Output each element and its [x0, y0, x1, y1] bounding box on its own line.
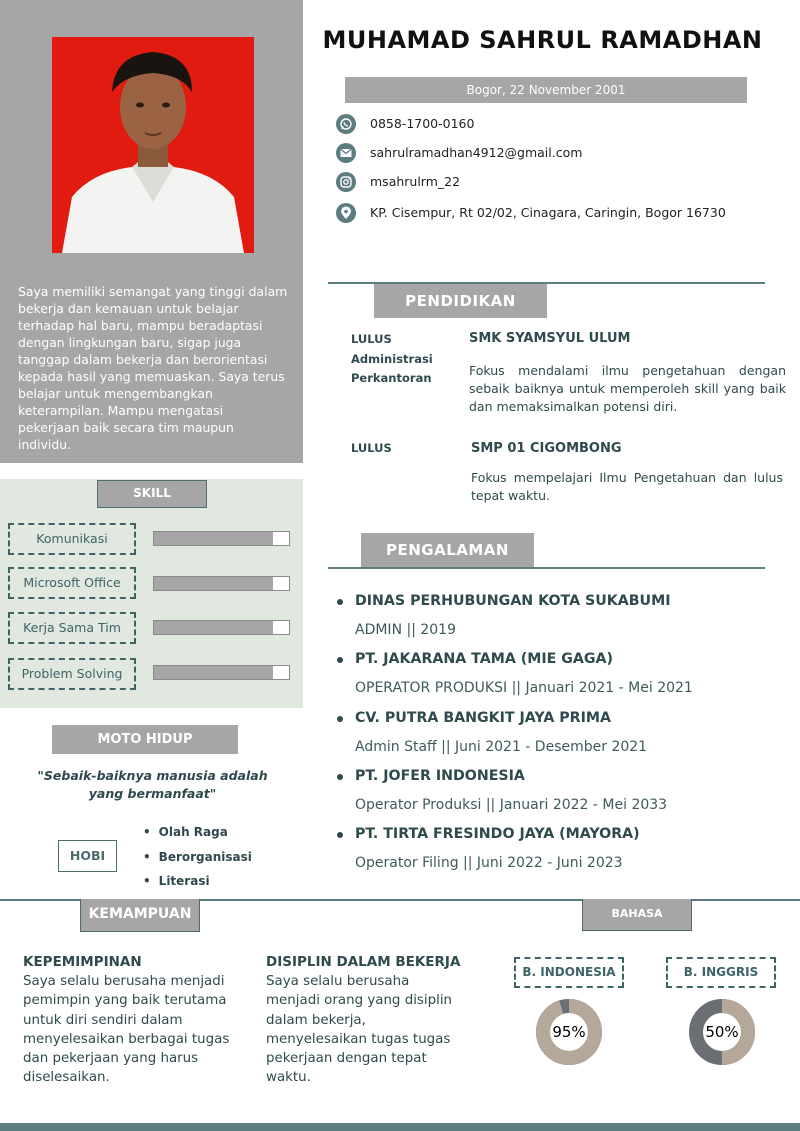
location-pin-icon — [336, 203, 356, 223]
skill-label: Microsoft Office — [8, 567, 136, 599]
kemampuan-heading: KEMAMPUAN — [80, 899, 200, 932]
divider — [328, 567, 765, 569]
person-name: MUHAMAD SAHRUL RAMADHAN — [322, 26, 763, 54]
experience-company: PT. TIRTA FRESINDO JAYA (MAYORA) — [337, 821, 777, 849]
contact-text: KP. Cisempur, Rt 02/02, Cinagara, Caringin, Bogor 16730 — [370, 205, 726, 220]
education-desc: Fokus mendalami ilmu pengetahuan dengan sebaik baiknya untuk memperoleh skill yang baik dan memaksimalkan potensi diri. — [469, 363, 786, 414]
experience-item — [337, 646, 777, 704]
language-percent: 95% — [552, 1023, 586, 1041]
experience-item — [337, 705, 777, 763]
language-percent: 50% — [705, 1023, 739, 1041]
skill-bar — [153, 576, 290, 591]
moto-text: "Sebaik-baiknya manusia adalah yang bermanfaat" — [37, 768, 268, 801]
whatsapp-icon — [336, 114, 356, 134]
moto-heading: MOTO HIDUP — [52, 725, 238, 754]
profile-photo — [52, 37, 254, 253]
kemampuan-title: KEPEMIMPINAN — [23, 954, 142, 970]
hobi-item: • Literasi — [143, 871, 252, 896]
instagram-icon — [336, 172, 356, 192]
education-heading: PENDIDIKAN — [374, 284, 547, 318]
experience-company: PT. JAKARANA TAMA (MIE GAGA) — [337, 646, 777, 674]
experience-company: DINAS PERHUBUNGAN KOTA SUKABUMI — [337, 588, 777, 616]
experience-role: Admin Staff || Juni 2021 - Desember 2021 — [355, 738, 648, 755]
about-text: Saya memiliki semangat yang tinggi dalam bekerja dan kemauan untuk belajar terhadap hal baru, mampu beradaptasi dengan lingkungan baru, sigap juga tanggap dalam bekerja dan berorientasi kepada hasil yang memuaskan. Saya terus belajar untuk mengembangkan keterampilan. Mampu mengatasi pekerjaan baik secara tim maupun individu. — [18, 284, 288, 452]
skill-label: Komunikasi — [8, 523, 136, 555]
kemampuan-desc: Saya selalu berusaha menjadi orang yang disiplin dalam bekerja, menyelesaikan tugas tugas pekerjaan dengan tepat waktu. — [266, 974, 453, 1086]
contact-text: msahrulrm_22 — [370, 174, 461, 189]
experience-role: Operator Produksi || Januari 2022 - Mei 2033 — [355, 796, 668, 813]
skill-heading: SKILL — [97, 480, 207, 508]
kemampuan-title: DISIPLIN DALAM BEKERJA — [266, 954, 461, 970]
skill-bar — [153, 620, 290, 635]
education-status: LULUS — [351, 332, 392, 346]
mail-icon — [336, 143, 356, 163]
skill-bar — [153, 531, 290, 546]
hobi-heading: HOBI — [58, 840, 117, 872]
experience-heading: PENGALAMAN — [361, 533, 534, 568]
language-label: B. INDONESIA — [514, 957, 624, 988]
language-donut — [534, 997, 604, 1067]
skill-bar-fill — [154, 621, 273, 634]
education-status: LULUS — [351, 441, 392, 455]
contact-text: 0858-1700-0160 — [370, 116, 475, 131]
skill-bar-fill — [154, 577, 273, 590]
education-major: Perkantoran — [351, 371, 432, 385]
footer-bar — [0, 1123, 800, 1131]
skill-bar-fill — [154, 532, 273, 545]
skill-label: Kerja Sama Tim — [8, 612, 136, 644]
contact-text: sahrulramadhan4912@gmail.com — [370, 145, 583, 160]
experience-role: Operator Filing || Juni 2022 - Juni 2023 — [355, 855, 623, 872]
experience-item — [337, 763, 777, 821]
education-major: Administrasi — [351, 351, 433, 366]
experience-item — [337, 588, 777, 646]
hobi-list — [143, 822, 252, 896]
skill-label: Problem Solving — [8, 658, 136, 690]
hobi-item: • Olah Raga — [143, 822, 252, 847]
skill-bar — [153, 665, 290, 680]
experience-company: CV. PUTRA BANGKIT JAYA PRIMA — [337, 705, 777, 733]
experience-company: PT. JOFER INDONESIA — [337, 763, 777, 791]
experience-list — [337, 588, 777, 879]
kemampuan-desc: Saya selalu berusaha menjadi pemimpin yang baik terutama untuk diri sendiri dalam menyelesaikan berbagai tugas dan pekerjaan yang harus diselesaikan. — [23, 974, 230, 1086]
skill-bar-fill — [154, 666, 273, 679]
education-entry-meta — [351, 330, 451, 389]
education-desc: Fokus mempelajari Ilmu Pengetahuan dan lulus tepat waktu. — [471, 470, 783, 503]
experience-role: OPERATOR PRODUKSI || Januari 2021 - Mei 2021 — [355, 680, 693, 697]
experience-role: ADMIN || 2019 — [355, 622, 457, 638]
bahasa-heading: BAHASA — [582, 899, 692, 931]
language-label: B. INGGRIS — [666, 957, 776, 988]
education-school: SMP 01 CIGOMBONG — [471, 441, 622, 456]
language-donut — [687, 997, 757, 1067]
birth-info: Bogor, 22 November 2001 — [345, 77, 747, 103]
experience-item — [337, 821, 777, 879]
hobi-item: • Berorganisasi — [143, 847, 252, 872]
education-school: SMK SYAMSYUL ULUM — [469, 331, 631, 346]
